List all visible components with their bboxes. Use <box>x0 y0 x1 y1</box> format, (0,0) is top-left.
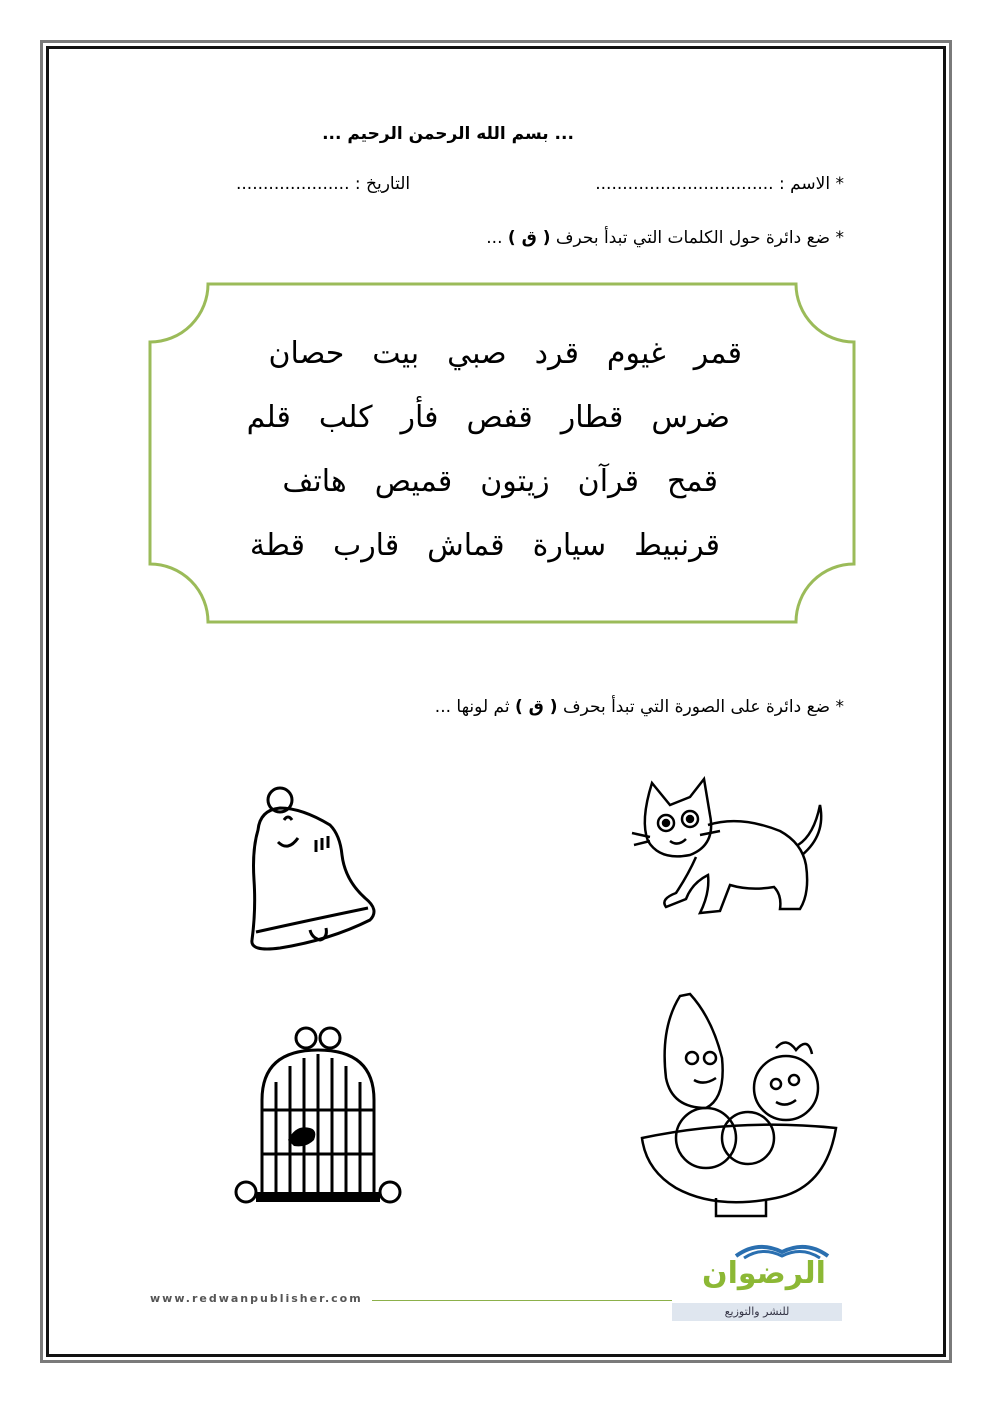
publisher-logo-name: الرضوان <box>702 1256 826 1291</box>
footer-divider <box>372 1300 672 1301</box>
word[interactable]: سيارة <box>532 528 607 563</box>
word[interactable]: ضرس <box>651 400 730 435</box>
words-frame <box>148 282 856 626</box>
bird-cage-picture[interactable] <box>228 1020 408 1210</box>
word-row-1 <box>269 336 742 371</box>
word[interactable]: قرنبيط <box>634 528 720 563</box>
word[interactable]: قطار <box>560 400 624 435</box>
pictures-instruction-text: * ضع دائرة على الصورة التي تبدأ بحرف <box>562 697 844 717</box>
word-row-4 <box>250 528 720 563</box>
word[interactable]: قلم <box>246 400 291 435</box>
word[interactable]: قطة <box>249 528 305 563</box>
word-row-2 <box>247 400 730 435</box>
word[interactable]: حصان <box>268 336 345 371</box>
word[interactable]: قميص <box>374 464 453 499</box>
word[interactable]: صبي <box>447 336 507 371</box>
words-instruction <box>486 228 844 248</box>
publisher-url[interactable]: www.redwanpublisher.com <box>150 1292 363 1305</box>
date-field: التاريخ : ..................... <box>236 174 411 194</box>
word[interactable]: قماش <box>427 528 505 563</box>
word[interactable]: قمر <box>693 336 742 371</box>
name-field: * الاسم : ................................. <box>595 174 844 194</box>
word[interactable]: هاتف <box>282 464 347 499</box>
bell-picture[interactable] <box>240 780 390 955</box>
word[interactable]: كلب <box>318 400 373 435</box>
words-instruction-text: * ضع دائرة حول الكلمات التي تبدأ بحرف <box>555 228 844 248</box>
word[interactable]: غيوم <box>606 336 666 371</box>
word[interactable]: فأر <box>400 400 439 435</box>
cat-picture[interactable] <box>630 775 830 925</box>
word-row-3 <box>282 464 718 499</box>
pictures-instruction-suffix: ثم لونها ... <box>434 697 510 717</box>
target-letter: ( ق ) <box>507 228 551 248</box>
word[interactable]: قارب <box>332 528 400 563</box>
publisher-logo-tagline: للنشر والتوزيع <box>672 1303 842 1321</box>
word[interactable]: قرآن <box>577 464 639 499</box>
word[interactable]: قرد <box>534 336 579 371</box>
word[interactable]: بيت <box>372 336 420 371</box>
word[interactable]: قمح <box>666 464 718 499</box>
page-title: ... بسم الله الرحمن الرحيم ... <box>322 124 574 144</box>
target-letter: ( ق ) <box>514 697 558 717</box>
word[interactable]: زيتون <box>480 464 550 499</box>
words-instruction-suffix: ... <box>486 228 503 248</box>
fruit-bowl-picture[interactable] <box>636 988 846 1223</box>
word[interactable]: قفص <box>466 400 533 435</box>
pictures-instruction <box>435 697 844 717</box>
